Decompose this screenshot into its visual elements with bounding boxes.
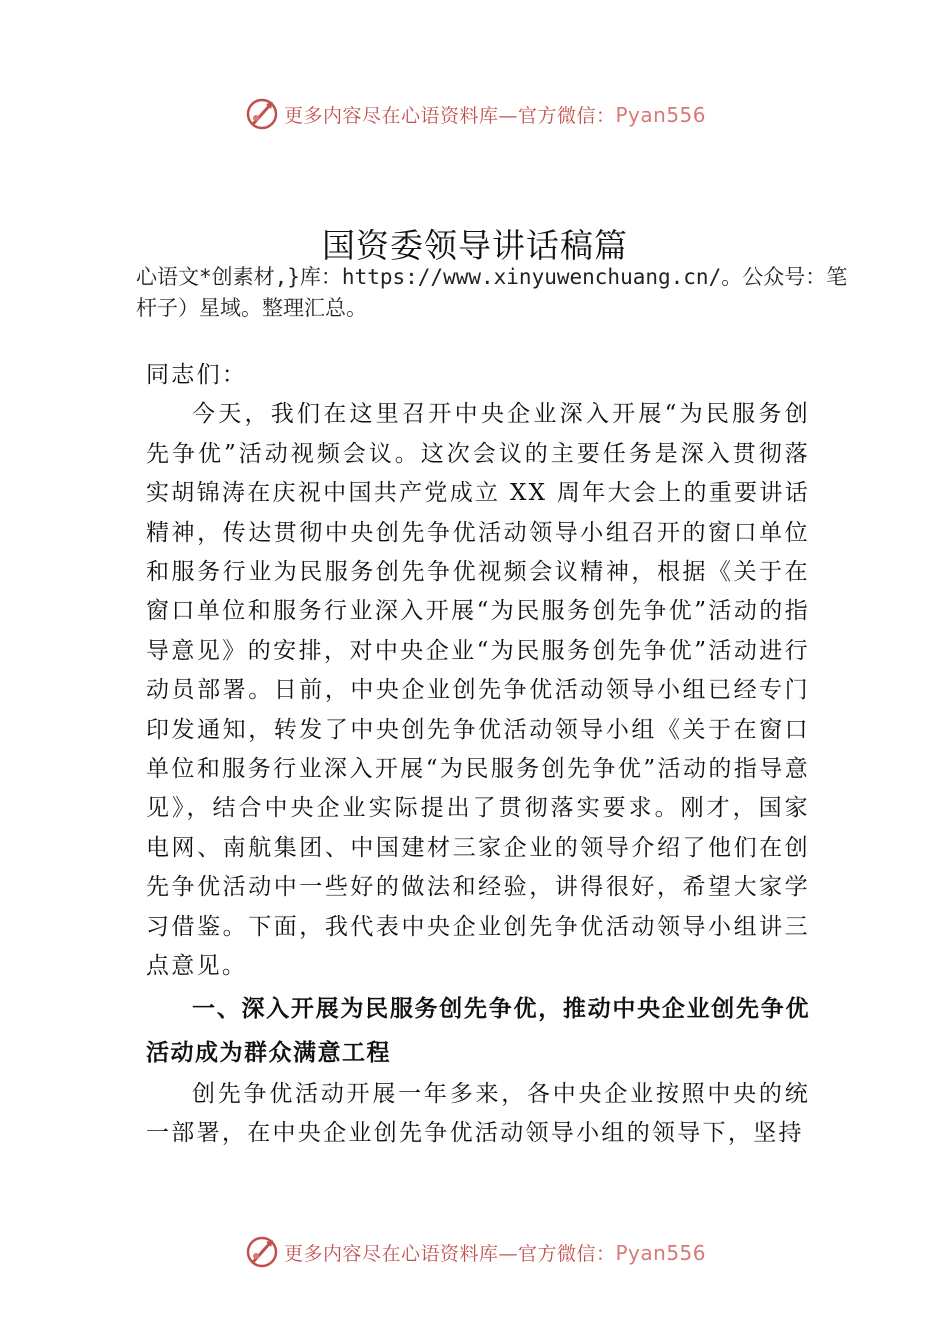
- banner-text: 更多内容尽在心语资料库—官方微信：Pyan556: [283, 1240, 707, 1265]
- wechat-id: Pyan556: [615, 102, 707, 127]
- document-body: [146, 356, 810, 1153]
- pen-logo-icon: [244, 96, 280, 132]
- source-note: 心语文*创素材,}库：https://www.xinyuwenchuang.cn/。公众号：笔杆子）星域。整理汇总。: [136, 265, 848, 320]
- body-paragraph: 今天，我们在这里召开中央企业深入开展“为民服务创先争优”活动视频会议。这次会议的主要任务是深入贯彻落实胡锦涛在庆祝中国共产党成立 XX 周年大会上的重要讲话精神，传达贯彻中央创先争优活动领导小组召开的窗口单位和服务行业为民服务创先争优视频会议精神，根据《关于在窗口单位和服务行业深入开展“为民服务创先争优”活动的指导意见》的安排，对中央企业“为民服务创先争优”活动进行动员部署。日前，中央企业创先争优活动领导小组已经专门印发通知，转发了中央创先争优活动领导小组《关于在窗口单位和服务行业深入开展“为民服务创先争优”活动的指导意见》，结合中央企业实际提出了贯彻落实要求。刚才，国家电网、南航集团、中国建材三家企业的领导介绍了他们在创先争优活动中一些好的做法和经验，讲得很好，希望大家学习借鉴。下面，我代表中央企业创先争优活动领导小组讲三点意见。: [146, 401, 810, 980]
- salutation: 同志们：: [146, 362, 248, 388]
- footer-banner: [0, 1232, 950, 1272]
- wechat-id: Pyan556: [615, 1240, 707, 1265]
- header-banner: [0, 94, 950, 134]
- section-heading: 一、深入开展为民服务创先争优，推动中央企业创先争优活动成为群众满意工程: [146, 995, 810, 1066]
- banner-text: 更多内容尽在心语资料库—官方微信：Pyan556: [283, 102, 707, 127]
- document-title: 国资委领导讲话稿篇: [322, 226, 628, 265]
- section-paragraph: 创先争优活动开展一年多来，各中央企业按照中央的统一部署，在中央企业创先争优活动领导小组的领导下，坚持: [146, 1080, 810, 1146]
- pen-logo-icon: [244, 1234, 280, 1270]
